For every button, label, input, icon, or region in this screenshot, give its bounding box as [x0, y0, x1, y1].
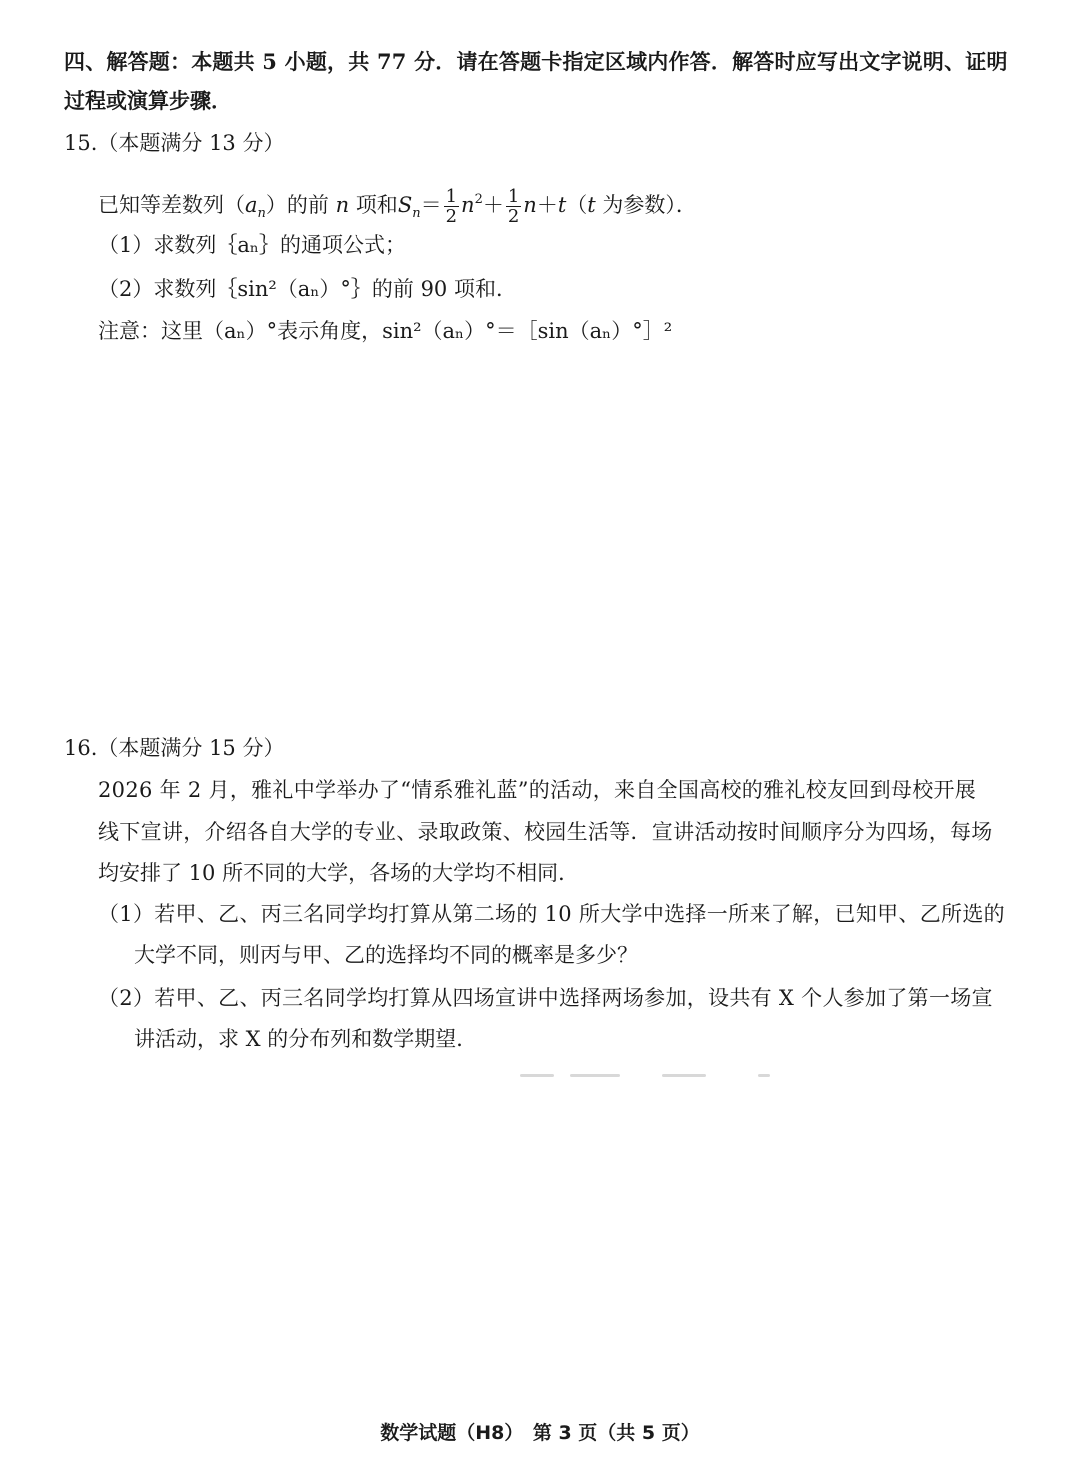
q15-part2: （2）求数列｛sin²（aₙ）°｝的前 90 项和． [98, 277, 517, 301]
q15-frac-2-num: 1 [507, 186, 520, 207]
q15-frac-1 [444, 187, 459, 226]
q15-seq-a: a [245, 193, 258, 217]
q15-frac-2-den: 2 [507, 206, 520, 227]
q15-t-param: t [587, 193, 596, 217]
scan-smudge [758, 1074, 770, 1077]
q16-para-line2: 线下宣讲，介绍各自大学的专业、录取政策、校园生活等．宣讲活动按时间顺序分为四场，每场 [98, 820, 993, 844]
q15-S-sub: n [412, 206, 421, 221]
section-header-line2: 过程或演算步骤． [64, 88, 232, 113]
q15-plus1: ＋ [482, 193, 504, 217]
q15-part1: （1）求数列｛aₙ｝的通项公式； [98, 233, 406, 257]
scan-smudge [520, 1074, 554, 1077]
q15-stem-text2: 的前 [286, 193, 329, 217]
q15-stem-text4: （ [566, 193, 588, 217]
q15-n2: n [461, 193, 475, 217]
q16-para-line1: 2026 年 2 月，雅礼中学举办了“情系雅礼蓝”的活动，来自全国高校的雅礼校友回到母校开展 [98, 778, 977, 802]
q15-stem: 已知等差数列$(a_n)$的前 n 项和$S_n=$ $\frac{1}{2}$ $n^2+$ $\frac{1}{2}$ n＋t（t 为参数）． [98, 186, 697, 227]
q15-t: t [557, 193, 567, 217]
q15-stem-text1: 已知等差数列 [98, 193, 224, 217]
page-footer: 数学试题（H8） 第 3 页（共 5 页） [380, 1422, 700, 1444]
q15-eq: ＝ [420, 193, 442, 217]
q16-part2-line2: 讲活动，求 X 的分布列和数学期望． [134, 1027, 478, 1051]
q15-n1: n [523, 193, 537, 217]
q15-S: S [397, 193, 413, 217]
q15-stem-text5: 为参数）． [602, 193, 697, 217]
section-header-line1: 四、解答题：本题共 5 小题，共 77 分．请在答题卡指定区域内作答．解答时应写出文字说明、证明 [64, 49, 1008, 74]
q15-plus2: ＋ [536, 193, 558, 217]
q15-note: 注意：这里（aₙ）°表示角度，sin²（aₙ）°＝［sin（aₙ）°］² [98, 319, 673, 343]
q15-n-var: n [335, 193, 350, 217]
q15-frac-1-num: 1 [445, 186, 458, 207]
scan-smudge [570, 1074, 620, 1077]
q16-number: 16.（本题满分 15 分） [64, 736, 285, 760]
q16-part1-line2: 大学不同，则丙与甲、乙的选择均不同的概率是多少？ [134, 943, 638, 967]
q16-part1-line1: （1）若甲、乙、丙三名同学均打算从第二场的 10 所大学中选择一所来了解，已知甲、乙所选的 [98, 902, 1005, 926]
q15-stem-text3: 项和 [355, 193, 398, 217]
q15-n2-exp: 2 [474, 192, 483, 207]
q15-frac-2 [506, 187, 521, 226]
q16-para-line3: 均安排了 10 所不同的大学，各场的大学均不相同． [98, 861, 580, 885]
q15-frac-1-den: 2 [445, 206, 458, 227]
q15-number: 15.（本题满分 13 分） [64, 131, 285, 155]
q16-part2-line1: （2）若甲、乙、丙三名同学均打算从四场宣讲中选择两场参加，设共有 X 个人参加了第一场宣 [98, 986, 993, 1010]
scan-smudge [662, 1074, 706, 1077]
q15-seq-n: n [257, 206, 266, 221]
